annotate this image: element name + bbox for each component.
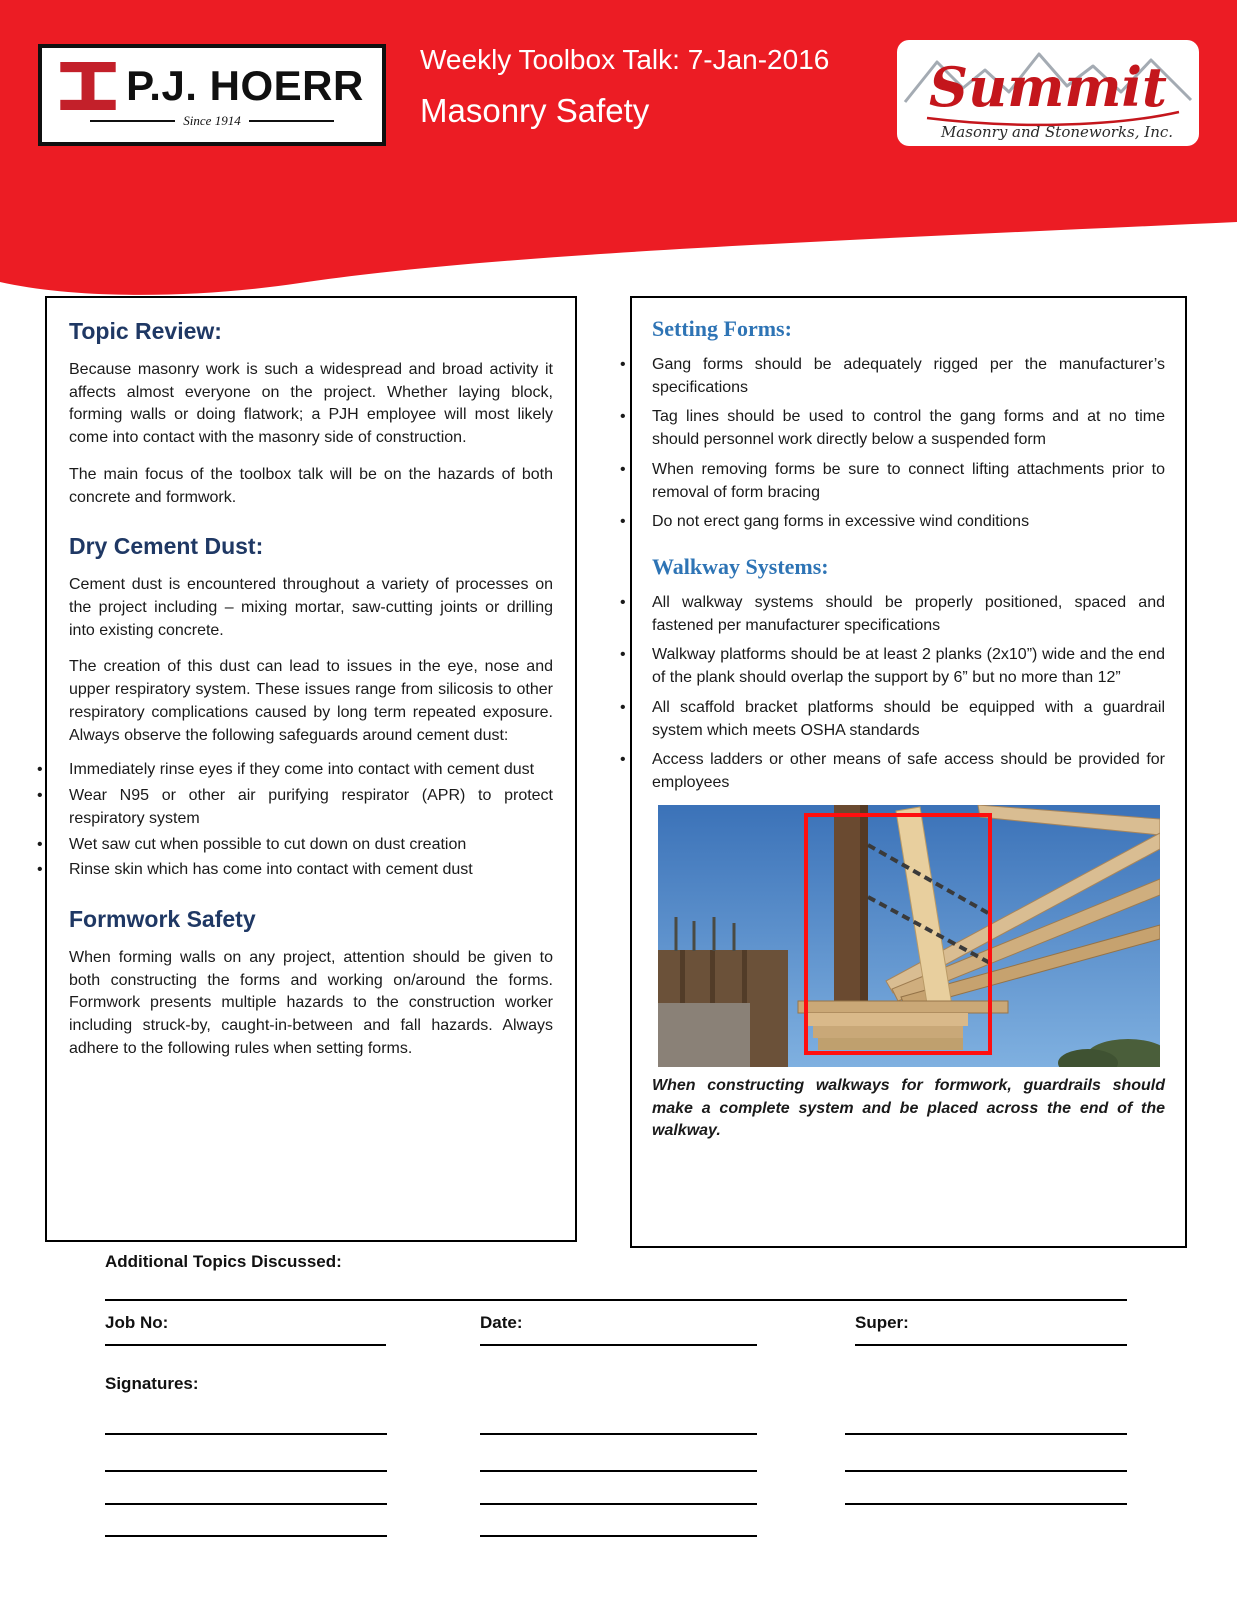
pj-hoerr-logo-row: [60, 62, 364, 110]
dry-cement-dust-heading: Dry Cement Dust:: [69, 533, 264, 560]
bullet-item: • Gang forms should be adequately rigged per the manufacturer’s specifications: [652, 354, 1165, 399]
bullet-item: • Do not erect gang forms in excessive wind conditions: [652, 511, 1165, 534]
setting-forms-bullet-list: [652, 354, 1165, 534]
bullet-item: • Immediately rinse eyes if they come into contact with cement dust: [69, 759, 553, 782]
setting-forms-heading: Setting Forms:: [652, 316, 792, 341]
super-line: [855, 1344, 1127, 1346]
super-label: Super:: [855, 1313, 909, 1332]
signature-line: [845, 1470, 1127, 1472]
formwork-paragraph-1: When forming walls on any project, attention should be given to both constructing the forms and working on/around the forms. Formwork presents multiple hazards to the construction worker including struck-by, caught-in-between and fall hazards. Always adhere to the following rules when setting forms.: [69, 948, 553, 1057]
signature-line: [480, 1503, 757, 1505]
topic-review-paragraph-1: Because masonry work is such a widespread and broad activity it affects almost everyone on the project. Whether laying block, forming walls or doing flatwork; a PJH employee will most likely come into contact with the masonry side of construction.: [69, 361, 553, 447]
date-label: Date:: [480, 1313, 523, 1332]
header-subtitle: Masonry Safety: [420, 92, 650, 129]
dry-cement-bullet-list: [69, 759, 553, 882]
topic-review-heading: Topic Review:: [69, 318, 222, 344]
summit-subtitle: Masonry and Stoneworks, Inc.: [940, 123, 1174, 141]
divider-line: [90, 120, 176, 122]
pj-hoerr-tagline-row: [90, 113, 335, 129]
ibeam-icon: [60, 62, 116, 110]
signature-line: [480, 1535, 757, 1537]
bullet-item: • All scaffold bracket platforms should be equipped with a guardrail system which meets OSHA standards: [652, 697, 1165, 742]
bullet-item: • Access ladders or other means of safe access should be provided for employees: [652, 749, 1165, 794]
formwork-safety-heading: Formwork Safety: [69, 905, 256, 932]
date-line: [480, 1344, 757, 1346]
left-column-box: [45, 296, 577, 1242]
divider-line: [249, 120, 335, 122]
photo-caption: When constructing walkways for formwork, guardrails should make a complete system and be placed across the end of the walkway.: [652, 1076, 1165, 1140]
signature-line: [105, 1470, 387, 1472]
job-no-line: [105, 1344, 386, 1346]
signature-line: [845, 1433, 1127, 1435]
summit-wordmark: Summit: [929, 55, 1167, 119]
signature-line: [105, 1433, 387, 1435]
topic-review-paragraph-2: The main focus of the toolbox talk will be on the hazards of both concrete and formwork.: [69, 465, 553, 506]
bullet-item: • Rinse skin which has come into contact with cement dust: [69, 859, 553, 882]
signature-line: [480, 1433, 757, 1435]
additional-topics-label: Additional Topics Discussed:: [105, 1252, 342, 1271]
signatures-label: Signatures:: [105, 1374, 199, 1393]
header-title: Weekly Toolbox Talk: 7-Jan-2016: [420, 44, 830, 75]
walkway-systems-heading: Walkway Systems:: [652, 554, 829, 580]
job-no-label: Job No:: [105, 1313, 169, 1332]
formwork-photo: [658, 805, 1160, 1067]
bullet-item: • Tag lines should be used to control the gang forms and at no time should personnel work directly below a suspended form: [652, 406, 1165, 451]
dry-cement-paragraph-2: The creation of this dust can lead to issues in the eye, nose and upper respiratory system. These issues range from silicosis to other respiratory complications caused by long term repeated exposure. Always observe the following safeguards around cement dust:: [69, 658, 553, 744]
pj-hoerr-logo: [38, 44, 386, 146]
bullet-item: • When removing forms be sure to connect lifting attachments prior to removal of form bracing: [652, 459, 1165, 504]
walkway-bullet-list: [652, 592, 1165, 795]
right-column-box: [630, 296, 1187, 1248]
bullet-item: • Wet saw cut when possible to cut down on dust creation: [69, 834, 553, 857]
pj-hoerr-tagline: Since 1914: [183, 112, 241, 128]
pj-hoerr-wordmark: P.J. HOERR: [126, 61, 364, 109]
bullet-item: • Wear N95 or other air purifying respirator (APR) to protect respiratory system: [69, 785, 553, 830]
signature-line: [480, 1470, 757, 1472]
additional-topics-line: [105, 1299, 1127, 1301]
signature-line: [105, 1503, 387, 1505]
header-titles: [420, 44, 829, 130]
dry-cement-paragraph-1: Cement dust is encountered throughout a variety of processes on the project including – mixing mortar, saw-cutting joints or drilling into existing concrete.: [69, 576, 553, 639]
bullet-item: • All walkway systems should be properly positioned, spaced and fastened per manufacturer specifications: [652, 592, 1165, 637]
summit-logo: [897, 40, 1199, 146]
signature-line: [105, 1535, 387, 1537]
signature-line: [845, 1503, 1127, 1505]
bullet-item: • Walkway platforms should be at least 2 planks (2x10”) wide and the end of the plank should overlap the support by 6” but no more than 12”: [652, 644, 1165, 689]
